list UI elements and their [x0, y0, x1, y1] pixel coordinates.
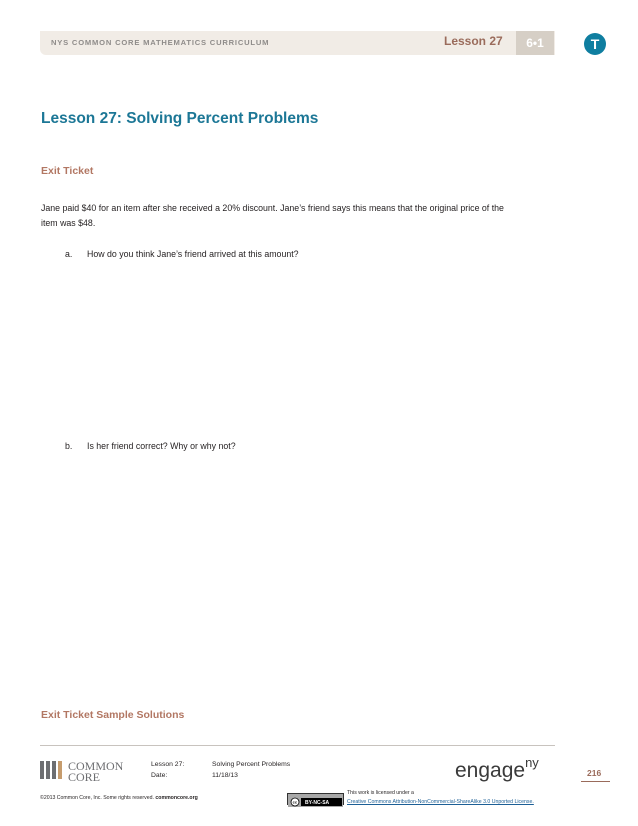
page-number-underline: [581, 781, 610, 782]
header-lesson-label: Lesson 27: [444, 34, 503, 48]
footer-divider: [40, 745, 555, 746]
footer-date-label: Date:: [151, 772, 168, 779]
exit-ticket-heading: Exit Ticket: [41, 165, 94, 177]
grade-module-badge: 6•1: [516, 31, 554, 55]
question-a-letter: a.: [65, 249, 73, 259]
engage-ny-superscript: ny: [525, 755, 539, 770]
engageny-logo: [455, 757, 539, 783]
copyright-notice: [40, 795, 198, 801]
cc-badge-label: BY-NC-SA: [305, 800, 330, 806]
question-b-letter: b.: [65, 441, 73, 451]
curriculum-label: NYS COMMON CORE MATHEMATICS CURRICULUM: [51, 38, 270, 47]
footer-lesson-label: Lesson 27:: [151, 761, 185, 768]
svg-text:cc: cc: [292, 799, 298, 805]
copyright-text: ©2013 Common Core, Inc. Some rights reserved.: [40, 795, 156, 801]
footer-date-value: 11/18/13: [212, 772, 238, 779]
common-core-logo-icon: [40, 758, 140, 782]
question-a-text: How do you think Jane’s friend arrived at this amount?: [87, 249, 299, 259]
license-line-1: This work is licensed under a: [347, 790, 414, 796]
problem-line-1: Jane paid $40 for an item after she received a 20% discount. Jane’s friend says this means that the original price of the: [41, 203, 504, 213]
question-b-text: Is her friend correct? Why or why not?: [87, 441, 236, 451]
creative-commons-badge[interactable]: [287, 793, 344, 805]
problem-statement: [41, 201, 556, 231]
sample-solutions-heading: Exit Ticket Sample Solutions: [41, 709, 185, 721]
cc-license-icon: [288, 797, 343, 807]
teacher-badge: T: [584, 33, 606, 55]
footer-lesson-value: Solving Percent Problems: [212, 761, 291, 768]
page-number: 216: [587, 768, 602, 778]
common-core-logo: [40, 758, 140, 787]
logo-line-1: COMMON: [68, 759, 124, 773]
engage-wordmark: engage: [455, 759, 526, 782]
logo-line-2: CORE: [68, 770, 101, 782]
license-link[interactable]: Creative Commons Attribution-NonCommercial-ShareAlike 3.0 Unported License.: [347, 799, 534, 805]
page-title: Lesson 27: Solving Percent Problems: [41, 110, 319, 127]
problem-line-2: item was $48.: [41, 218, 96, 228]
copyright-site-link[interactable]: commoncore.org: [155, 795, 198, 801]
